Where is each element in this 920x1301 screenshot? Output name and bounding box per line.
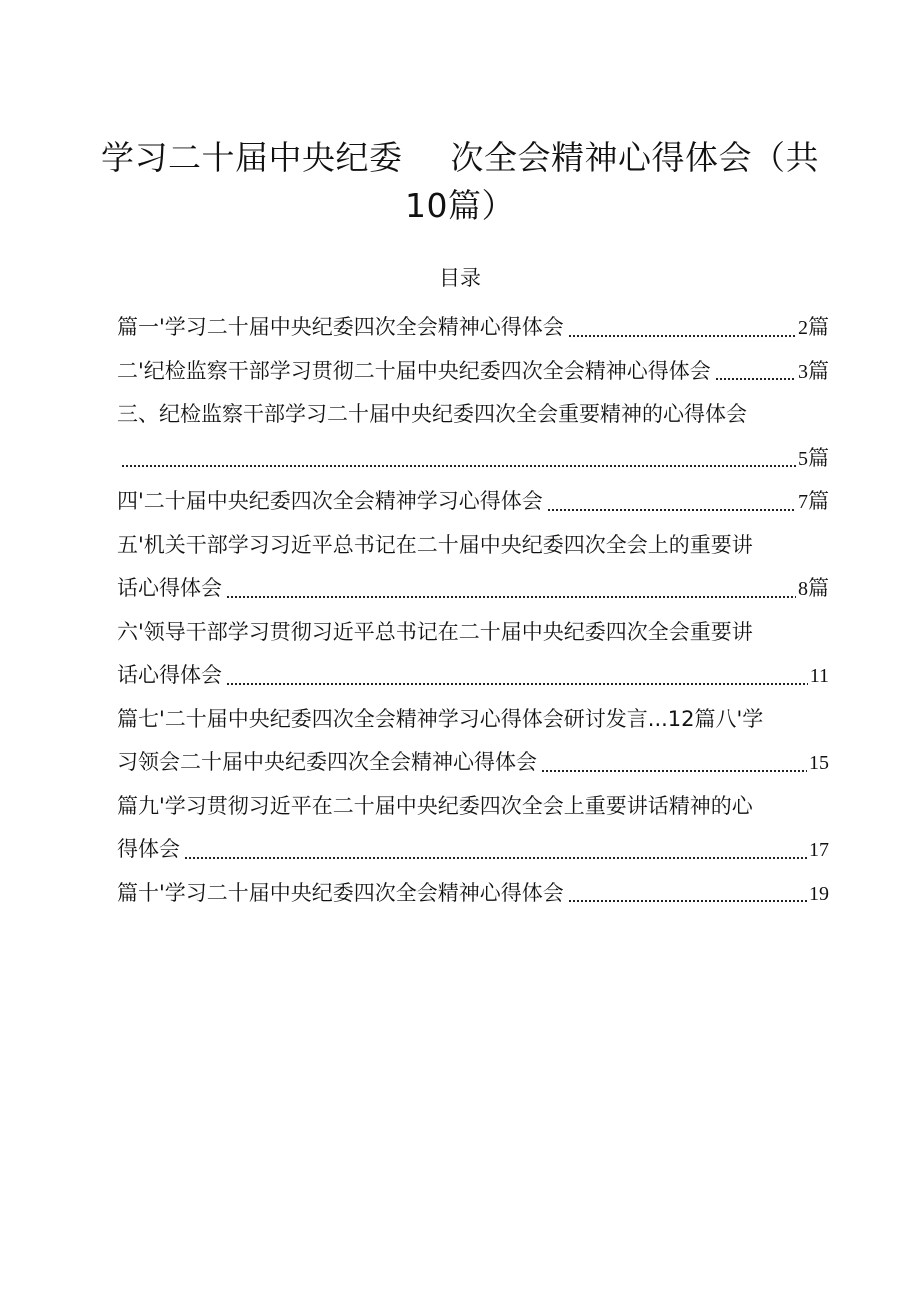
- toc-entry-text: 六'领导干部学习贯彻习近平总书记在二十届中央纪委四次全会重要讲: [117, 619, 753, 644]
- title-part-2: 次全会精神心得体会（共: [450, 138, 819, 177]
- toc-entry-text: 四'二十届中央纪委四次全会精神学习心得体会: [117, 489, 543, 513]
- toc-entry[interactable]: [117, 306, 829, 350]
- table-of-contents: [117, 306, 829, 915]
- title-line-2: 10篇）: [405, 186, 515, 225]
- toc-page-value: 15: [809, 752, 829, 774]
- toc-entry-text: 三、纪检监察干部学习二十届中央纪委四次全会重要精神的心得体会: [117, 402, 747, 426]
- toc-page-suffix: 篇: [808, 489, 829, 513]
- toc-dot-leader: [184, 857, 807, 859]
- toc-page-number: [798, 350, 829, 394]
- toc-entry-text: 习领会二十届中央纪委四次全会精神心得体会: [117, 750, 537, 774]
- toc-dot-leader: [547, 509, 796, 511]
- toc-page-value: 7: [798, 491, 808, 513]
- toc-page-value: 17: [809, 839, 829, 861]
- toc-page-number: [809, 742, 829, 785]
- toc-dot-leader: [541, 770, 807, 772]
- toc-page-value: 8: [798, 578, 808, 600]
- toc-entry[interactable]: [117, 654, 829, 698]
- toc-entry[interactable]: [117, 611, 829, 655]
- toc-entry[interactable]: [117, 350, 829, 394]
- toc-page-suffix: 篇: [808, 576, 829, 600]
- toc-entry[interactable]: [117, 393, 829, 437]
- toc-page-value: 5: [798, 447, 808, 470]
- toc-page-number: [810, 655, 829, 698]
- toc-page-value: 3: [798, 360, 808, 383]
- toc-dot-leader: [226, 596, 796, 598]
- title-line-1: [100, 134, 820, 182]
- toc-entry-text: 得体会: [117, 837, 180, 861]
- toc-page-value: 11: [809, 665, 829, 687]
- toc-page-value: 2: [798, 317, 808, 339]
- toc-entry[interactable]: [117, 872, 829, 916]
- toc-page-number: [798, 437, 829, 481]
- toc-entry-text: 五'机关干部学习习近平总书记在二十届中央纪委四次全会上的重要讲: [117, 532, 753, 557]
- toc-entry-text: 篇九'学习贯彻习近平在二十届中央纪委四次全会上重要讲话精神的心: [117, 793, 753, 818]
- toc-page-number: [809, 873, 829, 916]
- toc-entry-text: 话心得体会: [117, 663, 222, 687]
- toc-entry[interactable]: [117, 828, 829, 872]
- toc-entry[interactable]: [117, 698, 829, 742]
- toc-entry-text: 篇一'学习二十届中央纪委四次全会精神心得体会: [117, 315, 564, 339]
- toc-page-suffix: 篇: [808, 358, 829, 383]
- toc-entry[interactable]: [117, 480, 829, 524]
- toc-page-number: [798, 567, 829, 611]
- toc-entry[interactable]: [117, 524, 829, 568]
- toc-dot-leader: [568, 900, 807, 902]
- toc-entry[interactable]: [117, 741, 829, 785]
- toc-entry-text: 二'纪检监察干部学习贯彻二十届中央纪委四次全会精神心得体会: [117, 358, 711, 383]
- toc-page-suffix: 篇: [808, 445, 829, 470]
- toc-dot-leader: [121, 465, 796, 467]
- title-part-1: 学习二十届中央纪委: [101, 138, 403, 177]
- toc-dot-leader: [715, 378, 796, 380]
- toc-page-number: [809, 829, 829, 872]
- document-title: [100, 134, 820, 230]
- toc-page-number: [798, 306, 829, 350]
- toc-page-value: 19: [809, 882, 829, 905]
- toc-dot-leader: [226, 683, 808, 685]
- toc-entry-text: 话心得体会: [117, 576, 222, 600]
- toc-entry[interactable]: [117, 567, 829, 611]
- toc-entry-text: 篇十'学习二十届中央纪委四次全会精神心得体会: [117, 880, 564, 905]
- toc-entry[interactable]: [117, 437, 829, 481]
- toc-entry-text: 篇七'二十届中央纪委四次全会精神学习心得体会研讨发言...12篇八'学: [117, 706, 764, 731]
- toc-page-number: [798, 480, 829, 524]
- toc-page-suffix: 篇: [808, 315, 829, 339]
- toc-entry[interactable]: [117, 785, 829, 829]
- toc-heading: 目录: [439, 266, 481, 290]
- toc-dot-leader: [568, 335, 796, 337]
